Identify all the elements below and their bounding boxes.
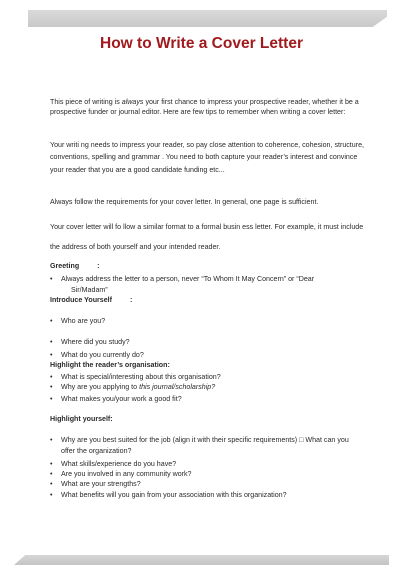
list-item [50,435,380,456]
introduce-heading: Introduce Yourself : [50,296,133,304]
list-item: • What benefits will you gain from your association with this organization? [50,491,287,499]
page-title: How to Write a Cover Letter [100,35,303,52]
list-item-text-2: offer the organization? [61,446,132,455]
intro-line-1: This piece of writing is always your first chance to impress your prospective reader, whether it be a [50,98,359,106]
para2-line-1: Your writi ng needs to impress your reader, so pay close attention to coherence, cohesion, structure, [50,141,365,149]
bullet: • [50,373,53,381]
list-item: • What is special/interesting about this organisation? [50,373,221,381]
bullet: • [50,470,53,478]
para4-line-2: the address of both yourself and your intended reader. [50,243,221,251]
list-item: • What skills/experience do you have? [50,460,177,468]
bullet: • [50,383,53,391]
para3: Always follow the requirements for your cover letter. In general, one page is sufficient. [50,198,319,206]
para2-line-2: conventions, spelling and grammar . You need to both capture your reader’s interest and convince [50,153,358,161]
list-item: • Why are you applying to this journal/scholarship? [50,383,216,391]
bullet: • [50,351,53,359]
bullet: • [50,460,53,468]
footer-decoration [14,555,389,565]
list-item: • What makes you/your work a good fit? [50,395,182,403]
list-item: • Who are you? [50,317,106,325]
greeting-heading: Greeting : [50,262,100,270]
bullet: • [50,436,53,444]
bullet: • [50,480,53,488]
bullet: • [50,491,53,499]
yourself-heading: Highlight yourself: [50,415,113,423]
list-item: • Are you involved in any community work? [50,470,192,478]
header-decoration [28,10,387,27]
list-item-text-1: Always address the letter to a person, never “To Whom It May Concern” or “Dear [61,275,315,283]
list-item: • What do you currently do? [50,351,144,359]
list-item [50,274,380,295]
para4-line-1: Your cover letter will fo llow a similar format to a formal busin ess letter. For example, it must include [50,223,364,231]
intro-line-2: prospective funder or journal editor. Here are few tips to remember when writing a cover letter: [50,108,346,116]
bullet: • [50,317,53,325]
list-item: • What are your strengths? [50,480,141,488]
list-item-text-2: Sir/Madam” [71,285,108,294]
para2-line-3: your reader that you are a good candidate funding etc... [50,166,225,174]
list-item: • Where did you study? [50,338,130,346]
bullet: • [50,275,53,283]
list-item-text-1: Why are you best suited for the job (align it with their specific requirements) □ What can you [61,436,349,444]
organisation-heading: Highlight the reader’s organisation: [50,361,170,369]
bullet: • [50,395,53,403]
bullet: • [50,338,53,346]
